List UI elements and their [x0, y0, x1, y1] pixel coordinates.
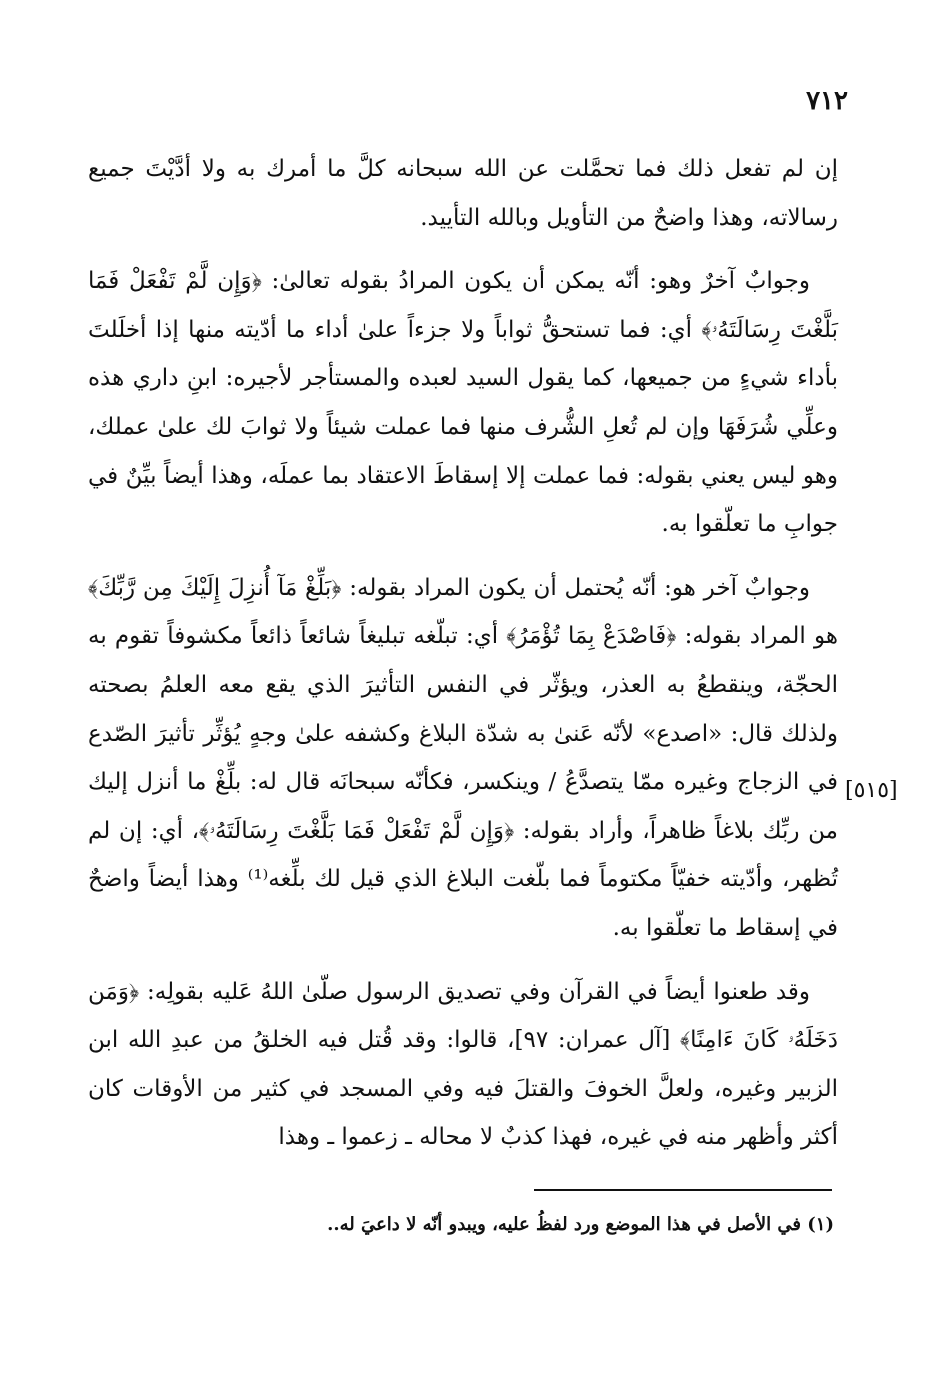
- footnote-divider: [534, 1189, 832, 1191]
- paragraph-2: وجوابٌ آخرٌ وهو: أنّه يمكن أن يكون المرادُ بقوله تعالىٰ: ﴿وَإِن لَّمْ تَفْعَلْ فَمَا بَلَّغْتَ رِسَالَتَهُۥ﴾ أي: فما تستحقُّ ثواباً ولا جزءاً علىٰ أداء ما أدّيته منها إذا أخلَلتَ بأداء شيءٍ من جميعها، كما يقول السيد لعبده والمستأجر لأجيره: ابنِ داري هذه وعلِّي شُرَفَهَا وإن لم تُعلِ الشُّرف منها فما عملت شيئاً ولا ثوابَ لك علىٰ عملك، وهو ليس يعني بقوله: فما عملت إلا إسقاطَ الاعتقاد بما عملَه، وهذا أيضاً بيِّنٌ في جوابِ ما تعلّقوا به.: [88, 268, 838, 538]
- manuscript-page-reference: [٥١٥]: [845, 778, 898, 803]
- paragraph-4: وقد طعنوا أيضاً في القرآن وفي تصديق الرسول صلّىٰ اللهُ عَليه بقولِه: ﴿وَمَن دَخَلَهُۥ كَانَ ءَامِنًا﴾ [آل عمران: ٩٧]، قالوا: وقد قُتل فيه الخلقُ من عبدِ الله ابن الزبير وغيره، ولعلَّ الخوفَ والقتلَ فيه وفي المسجد في كثير من الأوقات كان أكثر وأظهر منه في غيره، فهذا كذبٌ لا محاله ـ زعموا ـ وهذا: [88, 978, 838, 1151]
- footnote: (١) في الأصل في هذا الموضع ورد لفظُ عليه، ويبدو أنّه لا داعيَ له..: [327, 1214, 834, 1235]
- paragraph-3: وجوابٌ آخر هو: أنّه يُحتمل أن يكون المراد بقوله: ﴿بَلِّغْ مَآ أُنزِلَ إِلَيْكَ مِن رَّبِّكَ﴾ هو المراد بقوله: ﴿فَاصْدَعْ بِمَا تُؤْمَرُ﴾ أي: تبلّغه تبليغاً شائعاً ذائعاً مكشوفاً تقوم به الحجّة، وينقطعُ به العذر، ويؤثّر في النفس التأثيرَ الذي يقع معه العلمُ بصحته ولذلك قال: «اصدع» لأنّه عَنىٰ به شدّة البلاغ وكشفه علىٰ وجهٍ يُؤثِّر تأثيرَ الصّدع في الزجاج وغيره ممّا يتصدَّعُ / وينكسر، فكأنّه سبحانَه قال له: بلِّغْ ما أنزل إليك من ربِّك بلاغاً ظاهراً، وأراد بقوله: ﴿وَإِن لَّمْ تَفْعَلْ فَمَا بَلَّغْتَ رِسَالَتَهُۥ﴾، أي: إن لم تُظهر، وأدّيته خفيّاً مكتوماً فما بلّغت البلاغ الذي قيل لك بلِّغه⁽¹⁾ وهذا أيضاً واضحٌ في إسقاط ما تعلّقوا به.: [88, 574, 838, 941]
- paragraph-1: إن لم تفعل ذلك فما تحمَّلت عن الله سبحانه كلَّ ما أمرك به ولا أدَّيْتَ جميع رسالاته، وهذا واضحٌ من التأويل وبالله التأييد.: [88, 156, 838, 231]
- main-text: [88, 145, 838, 1177]
- page-number: ٧١٢: [806, 86, 848, 116]
